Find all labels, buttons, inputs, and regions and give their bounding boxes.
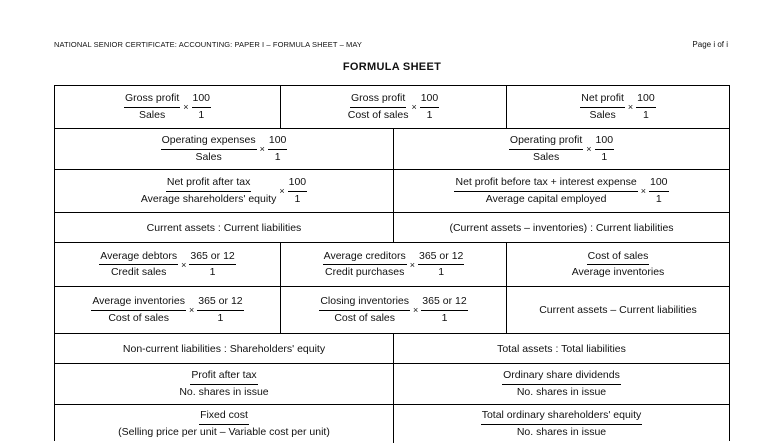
factor-numerator: 100: [595, 134, 615, 149]
formula-break-even: [55, 405, 393, 443]
formula-stock-turnover: [506, 243, 729, 286]
denominator: Credit purchases: [324, 266, 405, 278]
factor-denominator: 1: [274, 150, 281, 163]
numerator: Average inventories: [91, 295, 186, 310]
denominator: Cost of sales: [334, 311, 396, 324]
denominator: Average shareholders' equity: [140, 192, 277, 205]
formula-inventory-days-closing: [280, 287, 506, 333]
denominator: Sales: [532, 150, 560, 163]
numerator: Net profit after tax: [166, 176, 251, 191]
factor-denominator: 1: [601, 150, 608, 163]
formula-net-asset-value: [393, 405, 729, 443]
factor-denominator: 1: [438, 266, 445, 278]
factor-numerator: 365 or 12: [189, 250, 235, 265]
formula-operating-profit-sales: [393, 129, 729, 169]
denominator: Sales: [138, 108, 166, 121]
factor-denominator: 1: [198, 108, 205, 121]
factor-denominator: 1: [217, 311, 224, 324]
numerator: Ordinary share dividends: [502, 369, 621, 384]
table-row: [55, 334, 729, 364]
numerator: Cost of sales: [587, 250, 650, 265]
table-row: [55, 213, 729, 243]
formula-debt-equity: Non-current liabilities : Shareholders' equity: [122, 342, 326, 355]
formula-debtors-collection: [55, 243, 280, 286]
multiply-sign: ×: [183, 102, 189, 112]
table-row: [55, 287, 729, 334]
formula-earnings-per-share: [55, 364, 393, 404]
multiply-sign: ×: [181, 259, 187, 270]
factor-numerator: 100: [636, 92, 656, 107]
denominator: Cost of sales: [108, 311, 170, 324]
formula-return-on-capital-employed: [393, 170, 729, 212]
factor-numerator: 100: [192, 92, 212, 107]
multiply-sign: ×: [409, 259, 415, 270]
numerator: Fixed cost: [199, 409, 249, 424]
denominator: No. shares in issue: [516, 425, 607, 438]
multiply-sign: ×: [259, 144, 265, 154]
formula-gross-profit-cost-of-sales: [280, 86, 506, 128]
numerator: Gross profit: [350, 92, 406, 107]
factor-numerator: 365 or 12: [421, 295, 467, 310]
factor-numerator: 100: [268, 134, 288, 149]
factor-numerator: 100: [420, 92, 440, 107]
denominator: No. shares in issue: [179, 385, 269, 398]
table-row: [55, 129, 729, 170]
factor-denominator: 1: [426, 108, 433, 121]
factor-denominator: 1: [655, 192, 662, 205]
formula-dividends-per-share: [393, 364, 729, 404]
multiply-sign: ×: [411, 102, 417, 112]
factor-denominator: 1: [294, 192, 301, 205]
multiply-sign: ×: [279, 186, 285, 196]
numerator: Total ordinary shareholders' equity: [481, 409, 643, 424]
table-row: [55, 405, 729, 443]
page-title: FORMULA SHEET: [342, 61, 442, 73]
factor-denominator: 1: [441, 311, 448, 324]
formula-working-capital: Current assets – Current liabilities: [506, 287, 729, 333]
factor-numerator: 365 or 12: [418, 250, 464, 265]
numerator: Net profit before tax + interest expense: [454, 176, 637, 191]
header-left-text: NATIONAL SENIOR CERTIFICATE: ACCOUNTING: PAPER I – FORMULA SHEET – MAY: [54, 40, 363, 49]
factor-numerator: 365 or 12: [197, 295, 243, 310]
table-row: [55, 364, 729, 405]
formula-net-profit-sales: [506, 86, 729, 128]
formula-table: [54, 85, 730, 441]
numerator: Average debtors: [99, 250, 178, 265]
numerator: Closing inventories: [319, 295, 410, 310]
multiply-sign: ×: [627, 102, 634, 112]
multiply-sign: ×: [640, 186, 646, 196]
denominator: Sales: [195, 150, 222, 163]
denominator: No. shares in issue: [516, 385, 607, 398]
numerator: Operating profit: [509, 134, 583, 149]
multiply-sign: ×: [188, 305, 195, 315]
denominator: (Selling price per unit – Variable cost per unit): [118, 425, 330, 438]
page-number: Page i of i: [692, 40, 728, 49]
numerator: Profit after tax: [190, 369, 257, 384]
formula-return-on-equity: [55, 170, 393, 212]
formula-solvency-ratio: Total assets : Total liabilities: [393, 334, 729, 363]
table-row: [55, 170, 729, 213]
factor-numerator: 100: [649, 176, 669, 191]
denominator: Cost of sales: [347, 108, 409, 121]
denominator: Average inventories: [571, 266, 665, 278]
formula-creditors-payment: [280, 243, 506, 286]
multiply-sign: ×: [586, 144, 592, 154]
formula-acid-test-ratio: (Current assets – inventories) : Current liabilities: [393, 213, 729, 242]
formula-gross-profit-sales: [55, 86, 280, 128]
factor-denominator: 1: [209, 266, 216, 278]
denominator: Credit sales: [110, 266, 167, 278]
numerator: Gross profit: [124, 92, 180, 107]
denominator: Average capital employed: [485, 192, 607, 205]
table-row: [55, 86, 729, 129]
formula-current-ratio: Current assets : Current liabilities: [146, 221, 302, 234]
formula-operating-expenses-sales: [55, 129, 393, 169]
denominator: Sales: [589, 108, 616, 121]
formula-inventory-days-average: [55, 287, 280, 333]
table-row: [55, 243, 729, 287]
multiply-sign: ×: [413, 305, 419, 315]
numerator: Net profit: [580, 92, 625, 107]
numerator: Average creditors: [323, 250, 407, 265]
numerator: Operating expenses: [161, 134, 257, 149]
factor-denominator: 1: [643, 108, 649, 121]
factor-numerator: 100: [288, 176, 308, 191]
